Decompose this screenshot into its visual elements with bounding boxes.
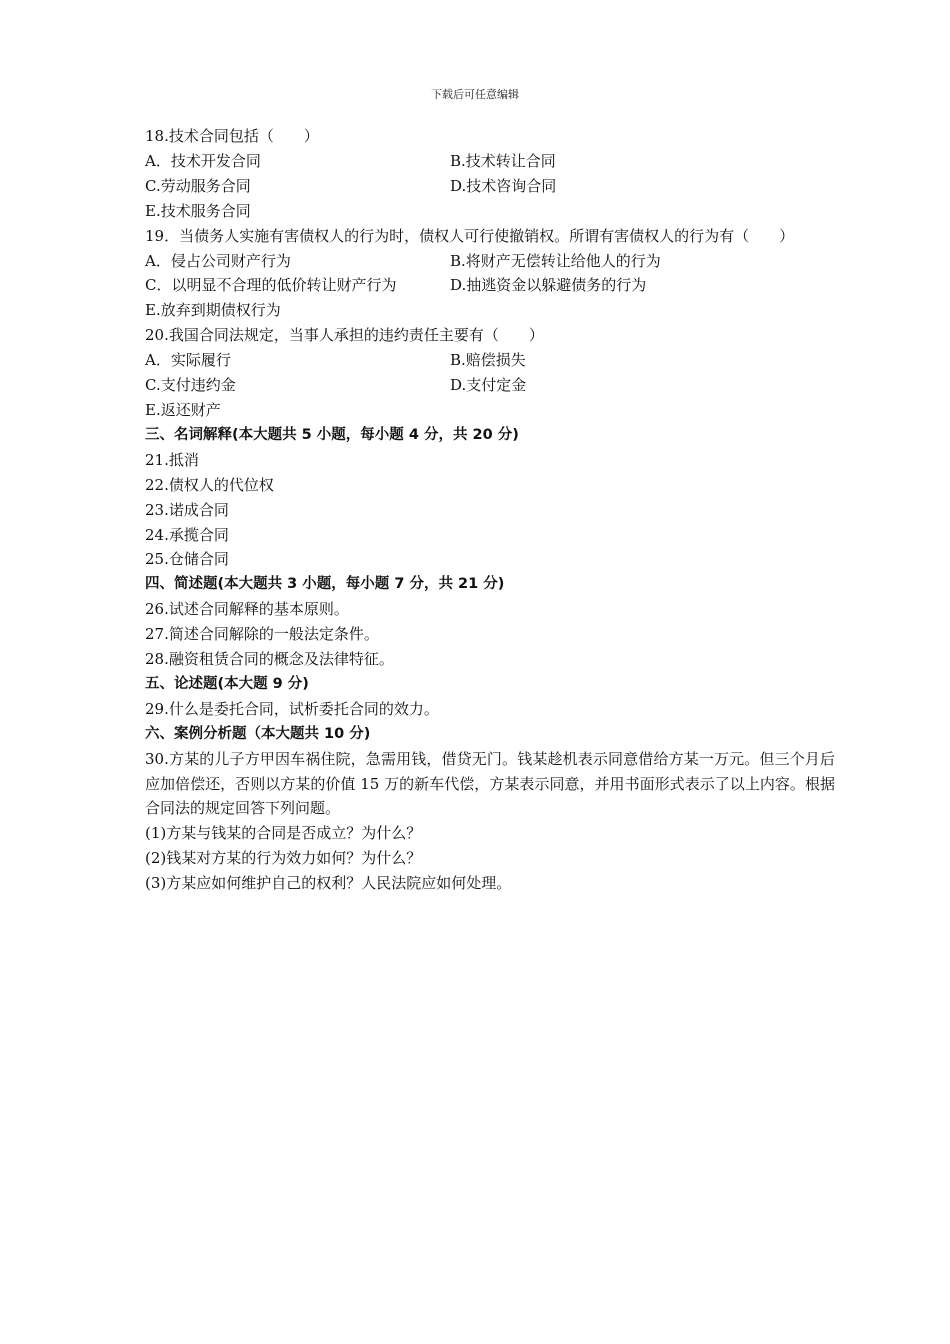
question-29: 29.什么是委托合同，试析委托合同的效力。 (145, 699, 439, 718)
option-18e: E.技术服务合同 (145, 201, 251, 220)
question-30-sub-1: (1)方某与钱某的合同是否成立？为什么？ (145, 824, 422, 843)
option-19b: B.将财产无偿转让给他人的行为 (450, 251, 661, 270)
question-18-options-ab (145, 149, 835, 174)
option-19c: C．以明显不合理的低价转让财产行为 (145, 276, 397, 295)
question-21: 21.抵消 (145, 450, 199, 469)
question-19-options-cd (145, 273, 835, 298)
question-19-stem: 19．当债务人实施有害债权人的行为时，债权人可行使撤销权。所谓有害债权人的行为有（ ） (145, 226, 795, 245)
question-23: 23.诺成合同 (145, 500, 229, 519)
question-20-options-cd (145, 373, 835, 398)
question-20-options-ab (145, 348, 835, 373)
question-18-stem: 18.技术合同包括（ ） (145, 127, 319, 145)
question-20-stem: 20.我国合同法规定，当事人承担的违约责任主要有（ ） (145, 326, 544, 345)
page-header: 下载后可任意编辑 (431, 88, 519, 101)
question-27: 27.简述合同解除的一般法定条件。 (145, 625, 379, 644)
document-body (145, 124, 835, 896)
question-18-options-cd (145, 174, 835, 199)
option-20a: A．实际履行 (145, 351, 231, 370)
option-19e: E.放弃到期债权行为 (145, 301, 281, 320)
option-18a: A．技术开发合同 (145, 151, 261, 170)
section-3-title: 三、名词解释(本大题共 5 小题，每小题 4 分，共 20 分) (145, 426, 519, 443)
section-4-title: 四、简述题(本大题共 3 小题，每小题 7 分，共 21 分) (145, 576, 505, 593)
question-30-sub-3: (3)方某应如何维护自己的权利？人民法院应如何处理。 (145, 874, 512, 893)
question-30-sub-2: (2)钱某对方某的行为效力如何？为什么？ (145, 849, 422, 868)
option-19d: D.抽逃资金以躲避债务的行为 (450, 276, 647, 295)
question-28: 28.融资租赁合同的概念及法律特征。 (145, 650, 394, 669)
question-22: 22.债权人的代位权 (145, 475, 274, 494)
option-20e: E.返还财产 (145, 400, 221, 419)
question-19-options-ab (145, 249, 835, 274)
option-20d: D.支付定金 (450, 376, 527, 395)
option-18b: B.技术转让合同 (450, 151, 556, 170)
option-18d: D.技术咨询合同 (450, 176, 557, 195)
question-30-case: 30.方某的儿子方甲因车祸住院，急需用钱，借贷无门。钱某趁机表示同意借给方某一万元。但三个月后应加倍偿还，否则以方某的价值 15 万的新车代偿，方某表示同意，并用书面形式表示了以上内容。根据合同法的规定回答下列问题。 (145, 749, 835, 818)
option-19a: A．侵占公司财产行为 (145, 251, 291, 270)
question-25: 25.仓储合同 (145, 550, 229, 569)
option-18c: C.劳动服务合同 (145, 176, 251, 195)
question-26: 26.试述合同解释的基本原则。 (145, 600, 349, 619)
option-20b: B.赔偿损失 (450, 351, 526, 370)
section-6-title: 六、案例分析题（本大题共 10 分) (145, 725, 371, 742)
option-20c: C.支付违约金 (145, 376, 236, 395)
section-5-title: 五、论述题(本大题 9 分) (145, 675, 309, 692)
question-24: 24.承揽合同 (145, 525, 229, 544)
